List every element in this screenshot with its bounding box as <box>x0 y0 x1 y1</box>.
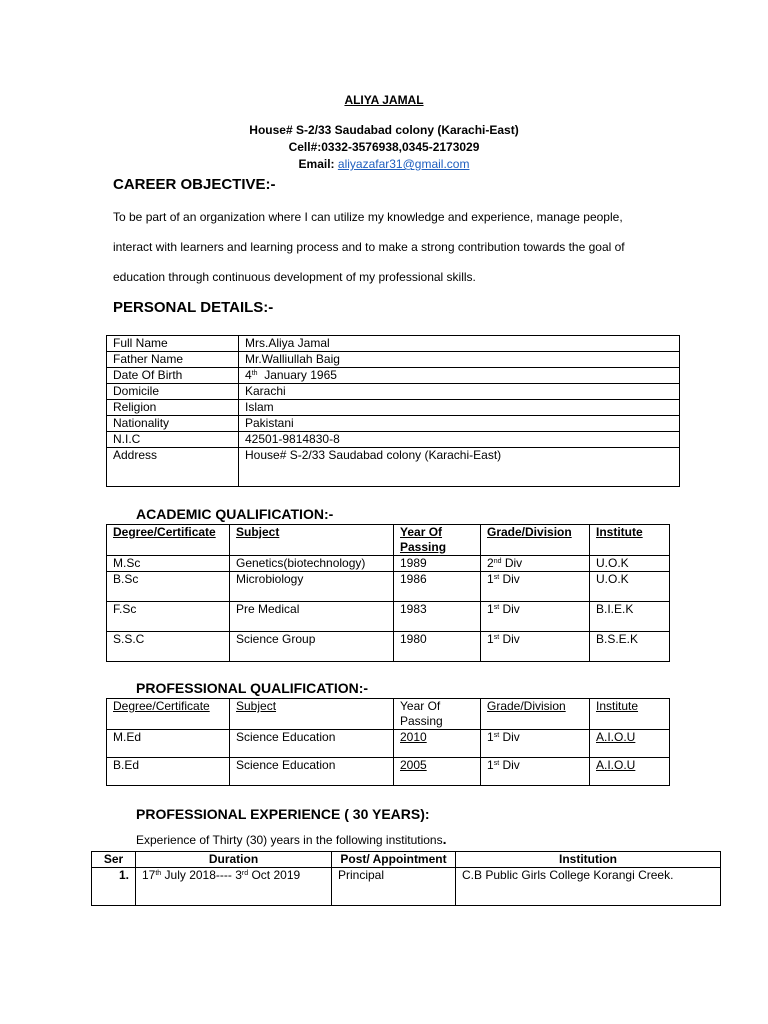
table-row <box>107 572 670 602</box>
cell-institution: C.B Public Girls College Korangi Creek. <box>456 868 721 906</box>
experience-note-text: Experience of Thirty (30) years in the following institutions <box>136 833 443 847</box>
personal-value: Pakistani <box>239 416 680 432</box>
table-row <box>107 632 670 662</box>
career-line-2: interact with learners and learning process and to make a strong contribution towards the goal of <box>113 240 625 254</box>
duration-end: Oct 2019 <box>248 868 301 882</box>
table-header-row <box>92 852 721 868</box>
duration-end-suffix: rd <box>241 870 249 877</box>
grade-num: 1 <box>487 602 494 616</box>
grade-num: 1 <box>487 758 494 772</box>
professional-qualification-heading: PROFESSIONAL QUALIFICATION:- <box>136 680 369 696</box>
table-header-row <box>107 699 670 730</box>
col-header-institute: Institute <box>590 525 670 556</box>
personal-value: Karachi <box>239 384 680 400</box>
cell-year: 2005 <box>394 758 481 786</box>
duration-start-day: 17 <box>142 868 156 882</box>
col-header-institute: Institute <box>590 699 670 730</box>
cell-degree: F.Sc <box>107 602 230 632</box>
col-header-year: Year Of Passing <box>394 525 481 556</box>
table-row <box>107 352 680 368</box>
personal-key: Date Of Birth <box>107 368 239 384</box>
academic-qualification-heading: ACADEMIC QUALIFICATION:- <box>136 506 334 522</box>
email-label: Email: <box>298 157 338 171</box>
table-row <box>107 368 680 384</box>
personal-key: Nationality <box>107 416 239 432</box>
academic-table <box>106 524 670 662</box>
col-header-year: Year Of Passing <box>394 699 481 730</box>
col-header-degree: Degree/Certificate <box>107 525 230 556</box>
personal-details-table <box>106 335 680 487</box>
applicant-cell: Cell#:0332-3576938,0345-2173029 <box>288 140 480 154</box>
cell-degree: B.Ed <box>107 758 230 786</box>
grade-num: 1 <box>487 632 494 646</box>
cell-degree: M.Ed <box>107 730 230 758</box>
table-row <box>107 448 680 487</box>
col-header-degree: Degree/Certificate <box>107 699 230 730</box>
cell-subject: Genetics(biotechnology) <box>230 556 394 572</box>
grade-suffix: nd <box>493 558 502 565</box>
personal-key: N.I.C <box>107 432 239 448</box>
cell-duration <box>136 868 332 906</box>
cell-grade <box>481 758 590 786</box>
cell-year: 1983 <box>394 602 481 632</box>
cell-grade <box>481 730 590 758</box>
cell-subject: Science Group <box>230 632 394 662</box>
personal-key: Full Name <box>107 336 239 352</box>
career-line-3: education through continuous development of my professional skills. <box>113 270 476 284</box>
personal-key: Domicile <box>107 384 239 400</box>
table-row <box>107 416 680 432</box>
cell-degree: M.Sc <box>107 556 230 572</box>
personal-key: Religion <box>107 400 239 416</box>
cell-year: 1980 <box>394 632 481 662</box>
cell-degree: S.S.C <box>107 632 230 662</box>
cell-subject: Science Education <box>230 758 394 786</box>
grade-div: Div <box>499 632 520 646</box>
col-header-subject: Subject <box>230 699 394 730</box>
table-row <box>107 602 670 632</box>
cell-subject: Science Education <box>230 730 394 758</box>
table-row <box>107 400 680 416</box>
cell-year: 1989 <box>394 556 481 572</box>
cell-institute: A.I.O.U <box>590 730 670 758</box>
duration-start-suffix: th <box>155 870 162 877</box>
cell-ser: 1. <box>92 868 136 906</box>
grade-div: Div <box>501 556 523 570</box>
cell-grade <box>481 556 590 572</box>
grade-div: Div <box>499 730 520 744</box>
professional-experience-heading: PROFESSIONAL EXPERIENCE ( 30 YEARS): <box>136 806 430 822</box>
cell-grade <box>481 602 590 632</box>
grade-suffix: st <box>493 574 500 581</box>
table-row <box>107 556 670 572</box>
personal-key: Address <box>107 448 239 487</box>
table-row <box>107 758 670 786</box>
cell-subject: Microbiology <box>230 572 394 602</box>
cell-subject: Pre Medical <box>230 602 394 632</box>
col-header-grade: Grade/Division <box>481 699 590 730</box>
grade-suffix: st <box>493 604 500 611</box>
col-header-subject: Subject <box>230 525 394 556</box>
col-header-institution: Institution <box>456 852 721 868</box>
col-header-post: Post/ Appointment <box>332 852 456 868</box>
col-header-duration: Duration <box>136 852 332 868</box>
personal-value: Islam <box>239 400 680 416</box>
applicant-address: House# S-2/33 Saudabad colony (Karachi-East) <box>249 123 519 137</box>
grade-num: 1 <box>487 572 494 586</box>
table-row <box>107 730 670 758</box>
applicant-email-line <box>0 157 768 171</box>
grade-suffix: st <box>493 634 500 641</box>
dob-day-suffix: th <box>251 370 258 377</box>
personal-value: House# S-2/33 Saudabad colony (Karachi-East) <box>239 448 680 487</box>
cell-degree: B.Sc <box>107 572 230 602</box>
applicant-name: ALIYA JAMAL <box>344 93 424 107</box>
personal-value: Mrs.Aliya Jamal <box>239 336 680 352</box>
grade-div: Div <box>499 572 520 586</box>
grade-num: 1 <box>487 730 494 744</box>
personal-value: Mr.Walliullah Baig <box>239 352 680 368</box>
table-row <box>92 868 721 906</box>
cell-institute: A.I.O.U <box>590 758 670 786</box>
experience-note <box>136 831 446 847</box>
cell-year: 1986 <box>394 572 481 602</box>
grade-div: Div <box>499 758 520 772</box>
career-line-1: To be part of an organization where I can utilize my knowledge and experience, manage people, <box>113 210 623 224</box>
cell-institute: U.O.K <box>590 572 670 602</box>
experience-table <box>91 851 721 906</box>
table-header-row <box>107 525 670 556</box>
grade-num: 2 <box>487 556 494 570</box>
personal-value <box>239 368 680 384</box>
professional-table <box>106 698 670 786</box>
col-header-grade: Grade/Division <box>481 525 590 556</box>
personal-value: 42501-9814830-8 <box>239 432 680 448</box>
grade-suffix: st <box>493 732 500 739</box>
grade-div: Div <box>499 602 520 616</box>
personal-details-heading: PERSONAL DETAILS:- <box>113 299 274 316</box>
table-row <box>107 432 680 448</box>
career-objective-heading: CAREER OBJECTIVE:- <box>113 176 276 193</box>
cell-institute: U.O.K <box>590 556 670 572</box>
dob-month-year: January 1965 <box>257 368 337 382</box>
cell-grade <box>481 632 590 662</box>
duration-middle: July 2018---- 3 <box>161 868 242 882</box>
dob-day: 4 <box>245 368 252 382</box>
email-link[interactable]: aliyazafar31@gmail.com <box>337 157 470 171</box>
table-row <box>107 336 680 352</box>
personal-key: Father Name <box>107 352 239 368</box>
cell-post: Principal <box>332 868 456 906</box>
cell-institute: B.I.E.K <box>590 602 670 632</box>
cell-grade <box>481 572 590 602</box>
cell-institute: B.S.E.K <box>590 632 670 662</box>
grade-suffix: st <box>493 760 500 767</box>
col-header-ser: Ser <box>92 852 136 868</box>
table-row <box>107 384 680 400</box>
experience-note-period: . <box>442 831 447 847</box>
cell-year: 2010 <box>394 730 481 758</box>
